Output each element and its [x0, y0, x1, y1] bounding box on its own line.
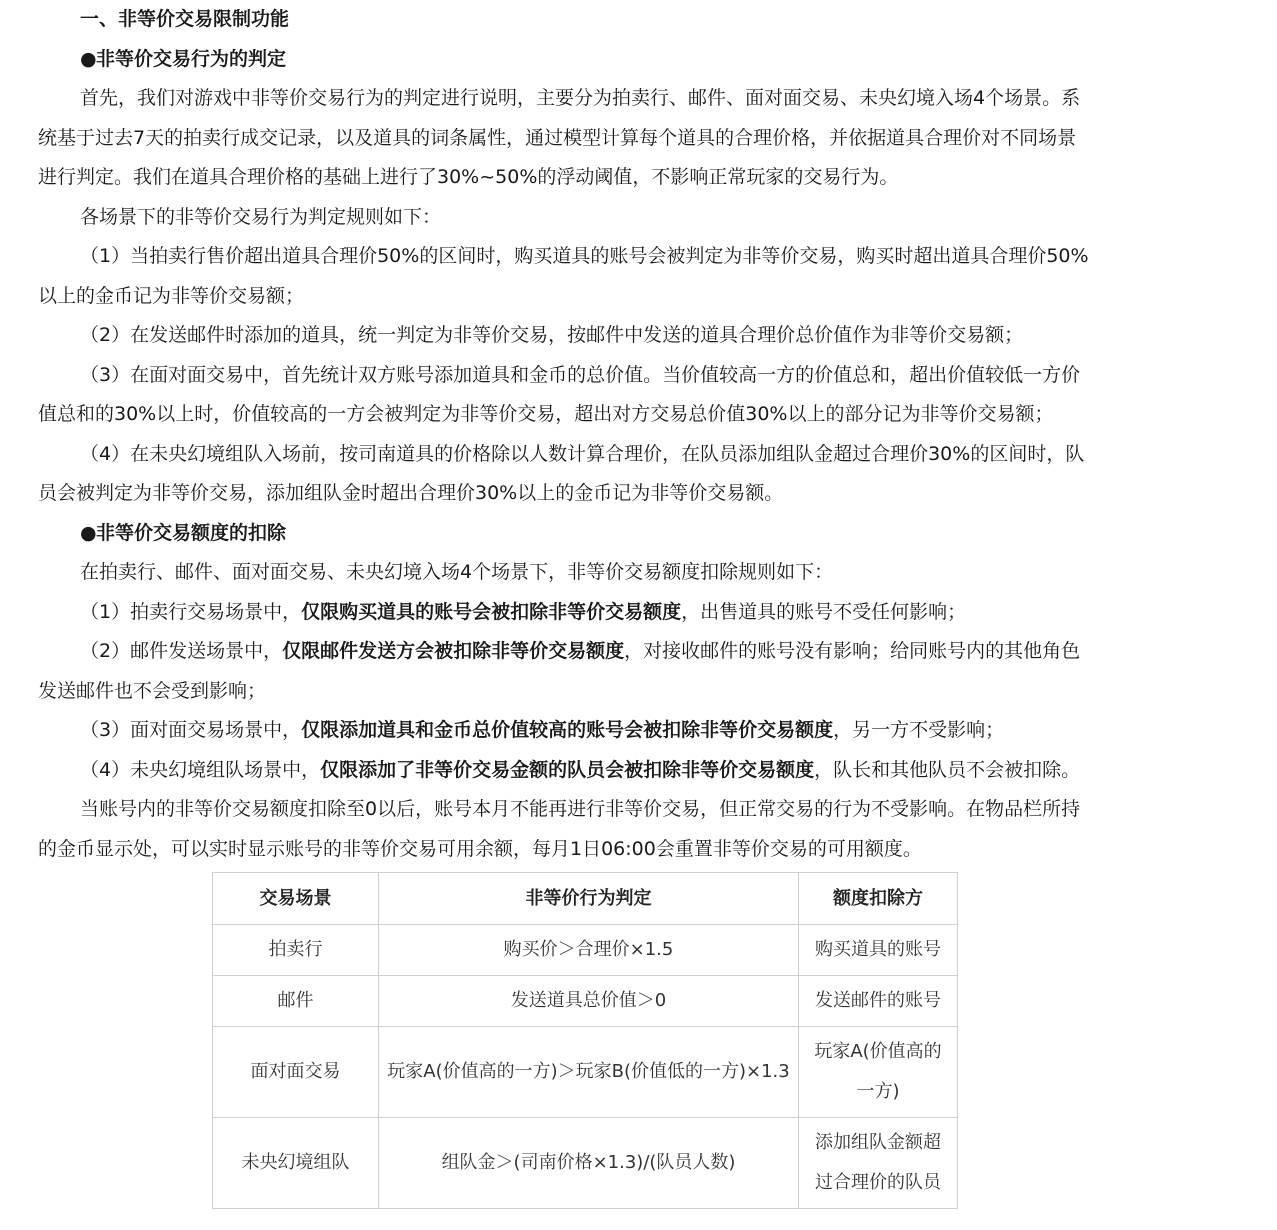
- paragraph-line: 进行判定。我们在道具合理价格的基础上进行了30%~50%的浮动阈值，不影响正常玩家的交易行为。: [38, 166, 899, 188]
- deduction-emphasis: 仅限添加道具和金币总价值较高的账号会被扣除非等价交易额度: [301, 719, 834, 741]
- table-cell-scene: 未央幻境组队: [213, 1118, 379, 1209]
- table-cell-scene: 拍卖行: [213, 925, 379, 976]
- table-row: [213, 1118, 958, 1209]
- summary-table: [212, 872, 958, 1209]
- deduction-suffix: ，对接收邮件的账号没有影响；给同账号内的其他角色: [624, 640, 1081, 662]
- bullet-icon: ●: [80, 521, 97, 544]
- paragraph-line: 首先，我们对游戏中非等价交易行为的判定进行说明，主要分为拍卖行、邮件、面对面交易、未央幻境入场4个场景。系: [80, 87, 1081, 109]
- paragraph-line: 各场景下的非等价交易行为判定规则如下：: [80, 205, 442, 228]
- subheading-text: 非等价交易行为的判定: [96, 47, 287, 70]
- table-cell-scene: 面对面交易: [213, 1027, 379, 1118]
- table-cell-scene: 邮件: [213, 976, 379, 1027]
- deduction-emphasis: 仅限邮件发送方会被扣除非等价交易额度: [282, 640, 625, 662]
- deduction-line: [38, 711, 1277, 751]
- table-row: [213, 1027, 958, 1118]
- table-cell-party: [799, 1118, 958, 1209]
- rule-line: 值总和的30%以上时，价值较高的一方会被判定为非等价交易，超出对方交易总价值30%以上的部分记为非等价交易额；: [38, 403, 1054, 425]
- rule-line: 员会被判定为非等价交易，添加组队金时超出合理价30%以上的金币记为非等价交易额。: [38, 482, 784, 504]
- bullet-icon: ●: [80, 47, 97, 70]
- party-line: 一方): [856, 1081, 900, 1102]
- deduction-line-cont: 发送邮件也不会受到影响；: [38, 679, 267, 702]
- party-line: 过合理价的队员: [815, 1172, 941, 1193]
- table-cell-party: 购买道具的账号: [799, 925, 958, 976]
- table-header-cell: 交易场景: [213, 873, 379, 925]
- paragraph-line: 在拍卖行、邮件、面对面交易、未央幻境入场4个场景下，非等价交易额度扣除规则如下：: [80, 561, 834, 583]
- deduction-emphasis: 仅限添加了非等价交易金额的队员会被扣除非等价交易额度: [320, 758, 815, 781]
- party-line: 玩家A(价值高的: [814, 1041, 942, 1062]
- deduction-suffix: ，队长和其他队员不会被扣除。: [814, 758, 1081, 781]
- table-row: [213, 976, 958, 1027]
- rule-line: （1）当拍卖行售价超出道具合理价50%的区间时，购买道具的账号会被判定为非等价交易，购买时超出道具合理价50%: [80, 245, 1089, 267]
- rule-line: 以上的金币记为非等价交易额；: [38, 284, 305, 307]
- table-cell-rule: 发送道具总价值＞0: [379, 976, 799, 1027]
- subheading-deduction: [38, 514, 1277, 554]
- rule-line: （2）在发送邮件时添加的道具，统一判定为非等价交易，按邮件中发送的道具合理价总价值作为非等价交易额；: [80, 324, 1024, 346]
- deduction-prefix: （2）邮件发送场景中，: [80, 640, 283, 662]
- table-cell-rule: 购买价＞合理价×1.5: [379, 925, 799, 976]
- deduction-emphasis: 仅限购买道具的账号会被扣除非等价交易额度: [301, 600, 682, 623]
- paragraph-line: 统基于过去7天的拍卖行成交记录，以及道具的词条属性，通过模型计算每个道具的合理价格，并依据道具合理价对不同场景: [38, 126, 1077, 149]
- deduction-line: [38, 632, 1277, 672]
- deduction-suffix: ，出售道具的账号不受任何影响；: [681, 600, 967, 623]
- deduction-suffix: ，另一方不受影响；: [833, 719, 1005, 741]
- table-cell-rule: 组队金＞(司南价格×1.3)/(队员人数): [379, 1118, 799, 1209]
- deduction-line: [38, 751, 1277, 791]
- table-header-cell: 额度扣除方: [799, 873, 958, 925]
- paragraph-line: 当账号内的非等价交易额度扣除至0以后，账号本月不能再进行非等价交易，但正常交易的行为不受影响。在物品栏所持: [80, 798, 1081, 820]
- table-cell-party: 发送邮件的账号: [799, 976, 958, 1027]
- party-line: 添加组队金额超: [815, 1132, 941, 1153]
- table-cell-party: [799, 1027, 958, 1118]
- deduction-prefix: （3）面对面交易场景中，: [80, 719, 302, 741]
- subheading-judgement: [38, 40, 1277, 80]
- deduction-prefix: （1）拍卖行交易场景中，: [80, 600, 302, 623]
- rule-line: （4）在未央幻境组队入场前，按司南道具的价格除以人数计算合理价，在队员添加组队金超过合理价30%的区间时，队: [80, 442, 1085, 465]
- table-row: [213, 925, 958, 976]
- subheading-text: 非等价交易额度的扣除: [96, 521, 287, 544]
- deduction-line: [38, 593, 1277, 633]
- table-header-cell: 非等价行为判定: [379, 873, 799, 925]
- rule-line: （3）在面对面交易中，首先统计双方账号添加道具和金币的总价值。当价值较高一方的价值总和，超出价值较低一方价: [80, 363, 1081, 386]
- section-title: 一、非等价交易限制功能: [80, 8, 290, 30]
- table-cell-rule: 玩家A(价值高的一方)＞玩家B(价值低的一方)×1.3: [379, 1027, 799, 1118]
- deduction-prefix: （4）未央幻境组队场景中，: [80, 758, 321, 781]
- table-header-row: [213, 873, 958, 925]
- paragraph-line: 的金币显示处，可以实时显示账号的非等价交易可用余额，每月1日06:00会重置非等价交易的可用额度。: [38, 837, 922, 860]
